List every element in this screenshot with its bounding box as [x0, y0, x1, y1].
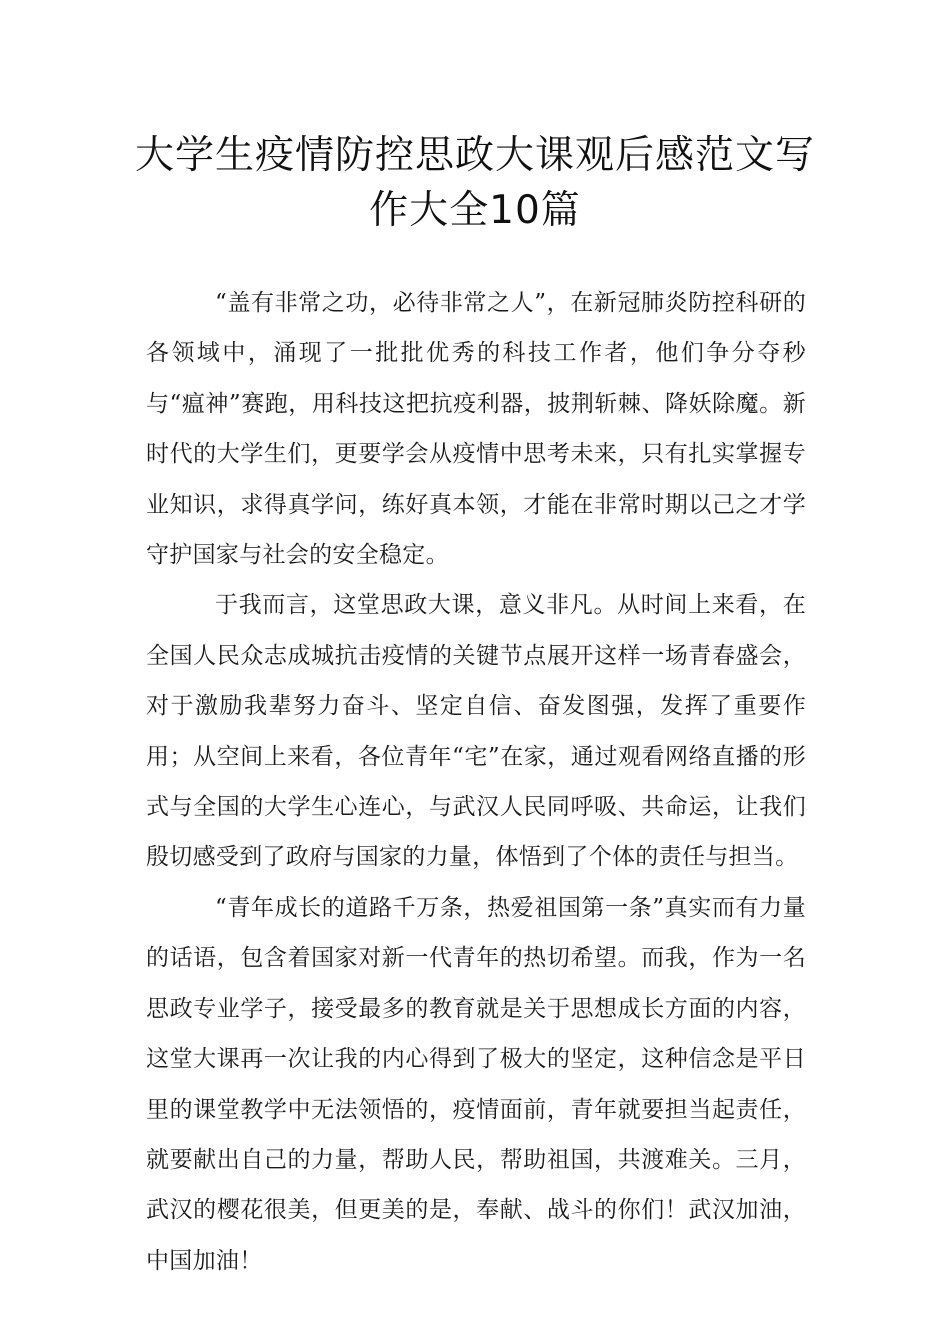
document-title: [120, 128, 830, 238]
paragraph-2: 于我而言，这堂思政大课，意义非凡。从时间上来看，在全国人民众志成城抗击疫情的关键节点展开这样一场青春盛会，对于激励我辈努力奋斗、坚定自信、奋发图强，发挥了重要作用；从空间上来看，各位青年“宅”在家，通过观看网络直播的形式与全国的大学生心连心，与武汉人民同呼吸、共命运，让我们殷切感受到了政府与国家的力量，体悟到了个体的责任与担当。: [146, 592, 806, 871]
paragraph-3: “青年成长的道路千万条，热爱祖国第一条”真实而有力量的话语，包含着国家对新一代青年的热切希望。而我，作为一名思政专业学子，接受最多的教育就是关于思想成长方面的内容，这堂大课再一次让我的内心得到了极大的坚定，这种信念是平日里的课堂教学中无法领悟的，疫情面前，青年就要担当起责任，就要献出自己的力量，帮助人民，帮助祖国，共渡难关。三月，武汉的樱花很美，但更美的是，奉献、战斗的你们！武汉加油，中国加油！: [146, 894, 806, 1274]
paragraph-1: “盖有非常之功，必待非常之人”，在新冠肺炎防控科研的各领域中，涌现了一批批优秀的科技工作者，他们争分夺秒与“瘟神”赛跑，用科技这把抗疫利器，披荆斩棘、降妖除魔。新时代的大学生们，更要学会从疫情中思考未来，只有扎实掌握专业知识，求得真学问，练好真本领，才能在非常时期以己之才学守护国家与社会的安全稳定。: [146, 290, 806, 569]
title-line-2: 作大全10篇: [369, 188, 581, 233]
document-body: [146, 278, 806, 1286]
title-line-1: 大学生疫情防控思政大课观后感范文写: [134, 133, 815, 178]
